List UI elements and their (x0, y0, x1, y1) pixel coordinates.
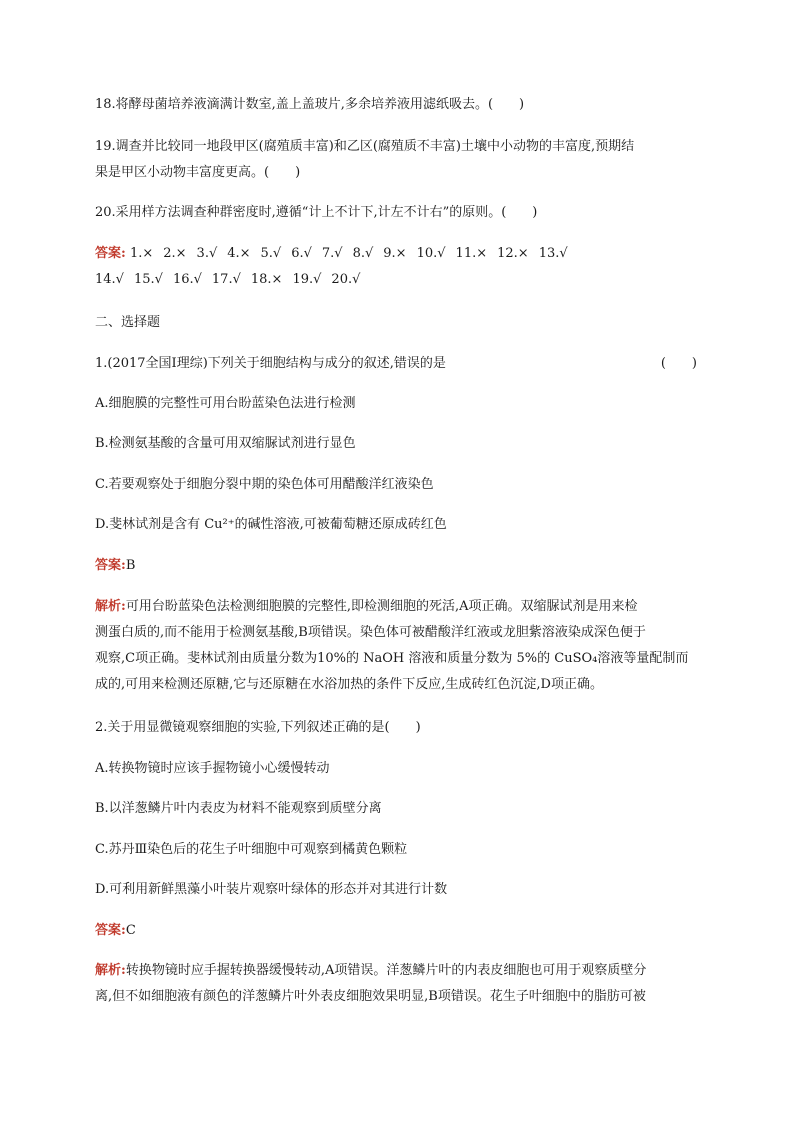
question-1-analysis-label: 解析: (95, 599, 126, 614)
question-1-answer-value: B (125, 558, 136, 573)
answer-key-item: 14.√ (95, 272, 124, 287)
answer-key-item: 20.√ (331, 272, 361, 287)
answer-key-item: 10.√ (416, 246, 446, 261)
question-2-stem (95, 715, 705, 741)
question-19-line-1: 19.调查并比较同一地段甲区(腐殖质丰富)和乙区(腐殖质不丰富)土壤中小动物的丰富度,预期结 (95, 139, 635, 154)
answer-key-item: 6.√ (291, 246, 312, 261)
question-1-answer-paren: ( ) (660, 356, 697, 371)
question-1-analysis-line-1: 可用台盼蓝染色法检测细胞膜的完整性,即检测细胞的死活,A项正确。双缩脲试剂是用来检 (125, 599, 638, 614)
question-1-option-c-text: C.若要观察处于细胞分裂中期的染色体可用醋酸洋红液染色 (95, 477, 434, 492)
answer-key-row-1 (95, 241, 705, 267)
section-title-text: 二、选择题 (95, 315, 161, 330)
question-1-option-a-text: A.细胞膜的完整性可用台盼蓝染色法进行检测 (95, 396, 356, 411)
question-2-analysis-line-1: 转换物镜时应手握转换器缓慢转动,A项错误。洋葱鳞片叶的内表皮细胞也可用于观察质壁分 (125, 963, 647, 978)
question-2-answer-label: 答案: (95, 923, 126, 938)
question-2-option-b (95, 796, 705, 822)
question-1-option-b (95, 431, 705, 457)
answer-key-item: 3.√ (196, 246, 218, 261)
answer-key-item: 8.√ (352, 246, 374, 261)
answer-key-item: 15.√ (133, 272, 163, 287)
question-2-answer (95, 918, 705, 944)
question-1-option-b-text: B.检测氨基酸的含量可用双缩脲试剂进行显色 (95, 436, 356, 451)
question-1-analysis (95, 594, 705, 698)
answer-key-item: 12.× (497, 246, 529, 261)
question-1-analysis-line-4: 成的,可用来检测还原糖,它与还原糖在水浴加热的条件下反应,生成砖红色沉淀,D项正确。 (95, 677, 603, 692)
question-19 (95, 134, 705, 186)
answer-key-row-2 (95, 267, 705, 293)
answer-key (95, 241, 705, 293)
answer-key-item: 19.√ (292, 272, 322, 287)
question-2-analysis-label: 解析: (95, 963, 126, 978)
question-20-text: 20.采用样方法调查种群密度时,遵循“计上不计下,计左不计右”的原则。( ) (95, 205, 538, 220)
answer-key-item: 18.× (250, 272, 283, 287)
answer-key-item: 5.√ (260, 246, 282, 261)
question-1-analysis-line-3: 观察,C项正确。斐林试剂由质量分数为10%的 NaOH 溶液和质量分数为 5%的 CuSO₄溶液等量配制而 (95, 651, 689, 666)
question-18-text: 18.将酵母菌培养液滴满计数室,盖上盖玻片,多余培养液用滤纸吸去。( ) (95, 97, 525, 112)
answer-key-item: 4.× (227, 246, 251, 261)
answer-key-item: 11.× (455, 246, 488, 261)
question-2-analysis-line-2: 离,但不如细胞液有颜色的洋葱鳞片叶外表皮细胞效果明显,B项错误。花生子叶细胞中的脂肪可被 (95, 989, 646, 1004)
question-2-option-c-text: C.苏丹Ⅲ染色后的花生子叶细胞中可观察到橘黄色颗粒 (95, 842, 408, 857)
question-18 (95, 92, 705, 118)
question-1-option-d (95, 512, 705, 538)
question-19-line-2: 果是甲区小动物丰富度更高。( ) (95, 165, 301, 180)
question-2-answer-value: C (125, 923, 136, 938)
question-2-option-c (95, 837, 705, 863)
question-20 (95, 200, 705, 226)
question-1-option-a (95, 391, 705, 417)
question-1-answer-label: 答案: (95, 558, 126, 573)
answer-key-item: 13.√ (538, 246, 568, 261)
answer-key-item: 17.√ (211, 272, 241, 287)
answer-key-item: 1.× (129, 246, 154, 261)
question-1-option-c (95, 472, 705, 498)
question-2-option-a (95, 756, 705, 782)
question-1-option-d-text: D.斐林试剂是含有 Cu²⁺的碱性溶液,可被葡萄糖还原成砖红色 (95, 517, 447, 532)
question-1-analysis-line-2: 测蛋白质的,而不能用于检测氨基酸,B项错误。染色体可被醋酸洋红液或龙胆紫溶液染成深色便于 (95, 625, 646, 640)
answer-key-item: 7.√ (321, 246, 343, 261)
question-2-option-a-text: A.转换物镜时应该手握物镜小心缓慢转动 (95, 761, 330, 776)
question-2-stem-text: 2.关于用显微镜观察细胞的实验,下列叙述正确的是( ) (95, 720, 421, 735)
answer-key-label: 答案: (95, 246, 126, 261)
question-2-option-d (95, 877, 705, 903)
answer-key-item: 16.√ (172, 272, 202, 287)
question-1-stem-text: 1.(2017全国Ⅰ理综)下列关于细胞结构与成分的叙述,错误的是 (95, 356, 446, 371)
section-title (95, 310, 705, 336)
answer-key-item: 9.× (383, 246, 407, 261)
question-1-stem (95, 351, 705, 377)
answer-key-item: 2.× (163, 246, 187, 261)
question-2-option-d-text: D.可利用新鲜黑藻小叶装片观察叶绿体的形态并对其进行计数 (95, 882, 448, 897)
question-2-option-b-text: B.以洋葱鳞片叶内表皮为材料不能观察到质壁分离 (95, 801, 382, 816)
question-2-analysis (95, 958, 705, 1010)
question-1-answer (95, 553, 705, 579)
